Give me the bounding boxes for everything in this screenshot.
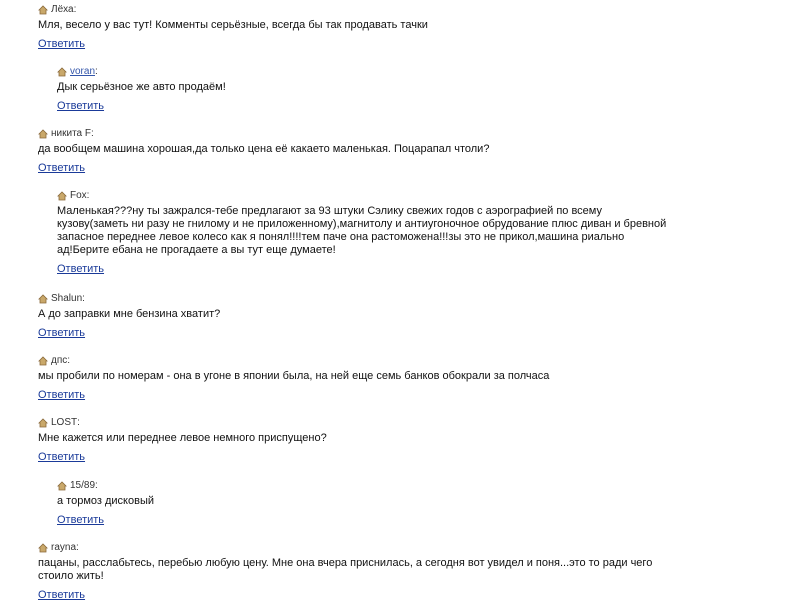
comment-header: Fox : [57, 189, 720, 202]
comment-author: rayna [51, 542, 77, 553]
reply-link[interactable]: Ответить [57, 100, 105, 112]
comment-header: LOST : [38, 416, 720, 429]
comment [38, 354, 720, 403]
comment [38, 127, 720, 176]
comment-header: дпс : [38, 354, 720, 367]
house-icon [38, 543, 48, 553]
comment-text: мы пробили по номерам - она в угоне в японии была, на ней еще семь банков обокрали за полчаса [38, 370, 550, 382]
comment-author: LOST [51, 417, 78, 428]
house-icon [38, 356, 48, 366]
reply-link[interactable]: Ответить [38, 38, 86, 50]
comment-author: никита F [51, 128, 91, 139]
house-icon [57, 67, 67, 77]
reply-link[interactable]: Ответить [38, 589, 86, 601]
comment-reply [57, 479, 720, 528]
house-icon [57, 481, 67, 491]
comment-author: Shalun [51, 293, 83, 304]
comment-author: 15/89 [70, 480, 96, 491]
house-icon [38, 418, 48, 428]
reply-link[interactable]: Ответить [38, 162, 86, 174]
comment-author: Fox [70, 190, 87, 201]
house-icon [57, 191, 67, 201]
comment-text: да вообщем машина хорошая,да только цена её какаето маленькая. Поцарапал чтоли? [38, 143, 490, 155]
comment-text: пацаны, расслабьтесь, перебью любую цену. Мне она вчера приснилась, а сегодня вот увидел и поня...это то ради чего стоило жить! [38, 557, 653, 582]
comment-header: Лёха : [38, 3, 720, 16]
comment-header: rayna : [38, 541, 720, 554]
comment-reply [57, 65, 720, 114]
comment-header: voran : [57, 65, 720, 78]
comment-author: дпс [51, 355, 68, 366]
comment-text: а тормоз дисковый [57, 495, 154, 507]
comment-text: А до заправки мне бензина хватит? [38, 308, 221, 320]
reply-link[interactable]: Ответить [57, 263, 105, 275]
house-icon [38, 129, 48, 139]
comment-author: Лёха [51, 4, 74, 15]
reply-link[interactable]: Ответить [38, 389, 86, 401]
comment [38, 292, 720, 341]
reply-link[interactable]: Ответить [57, 514, 105, 526]
comment-header: Shalun : [38, 292, 720, 305]
comment-header: никита F : [38, 127, 720, 140]
comment-reply [57, 189, 720, 277]
comment [38, 3, 720, 52]
comment-text: Дык серьёзное же авто продаём! [57, 81, 226, 93]
reply-link[interactable]: Ответить [38, 327, 86, 339]
house-icon [38, 294, 48, 304]
comment-header: 15/89 : [57, 479, 720, 492]
comment-author[interactable]: voran [70, 66, 96, 77]
comment-text: Маленькая???ну ты зажрался-тебе предлагают за 93 штуки Сэлику свежих годов с аэрографией по всему кузову(заметь ни разу не гнилому и не приложенному),магнитолу и антиугоночное обрудование плюс диван и бревной запасное переднее левое колесо как я понял!!!!тем паче она растоможена!!!зы это не прикол,машина риально ад!Берите ебана не прогадаете а вы тут еще думаете! [57, 205, 667, 256]
house-icon [38, 5, 48, 15]
comment-text: Мля, весело у вас тут! Комменты серьёзные, всегда бы так продавать тачки [38, 19, 428, 31]
comment-text: Мне кажется или переднее левое немного приспущено? [38, 432, 327, 444]
comment [38, 541, 720, 603]
comment [38, 416, 720, 465]
reply-link[interactable]: Ответить [38, 451, 86, 463]
